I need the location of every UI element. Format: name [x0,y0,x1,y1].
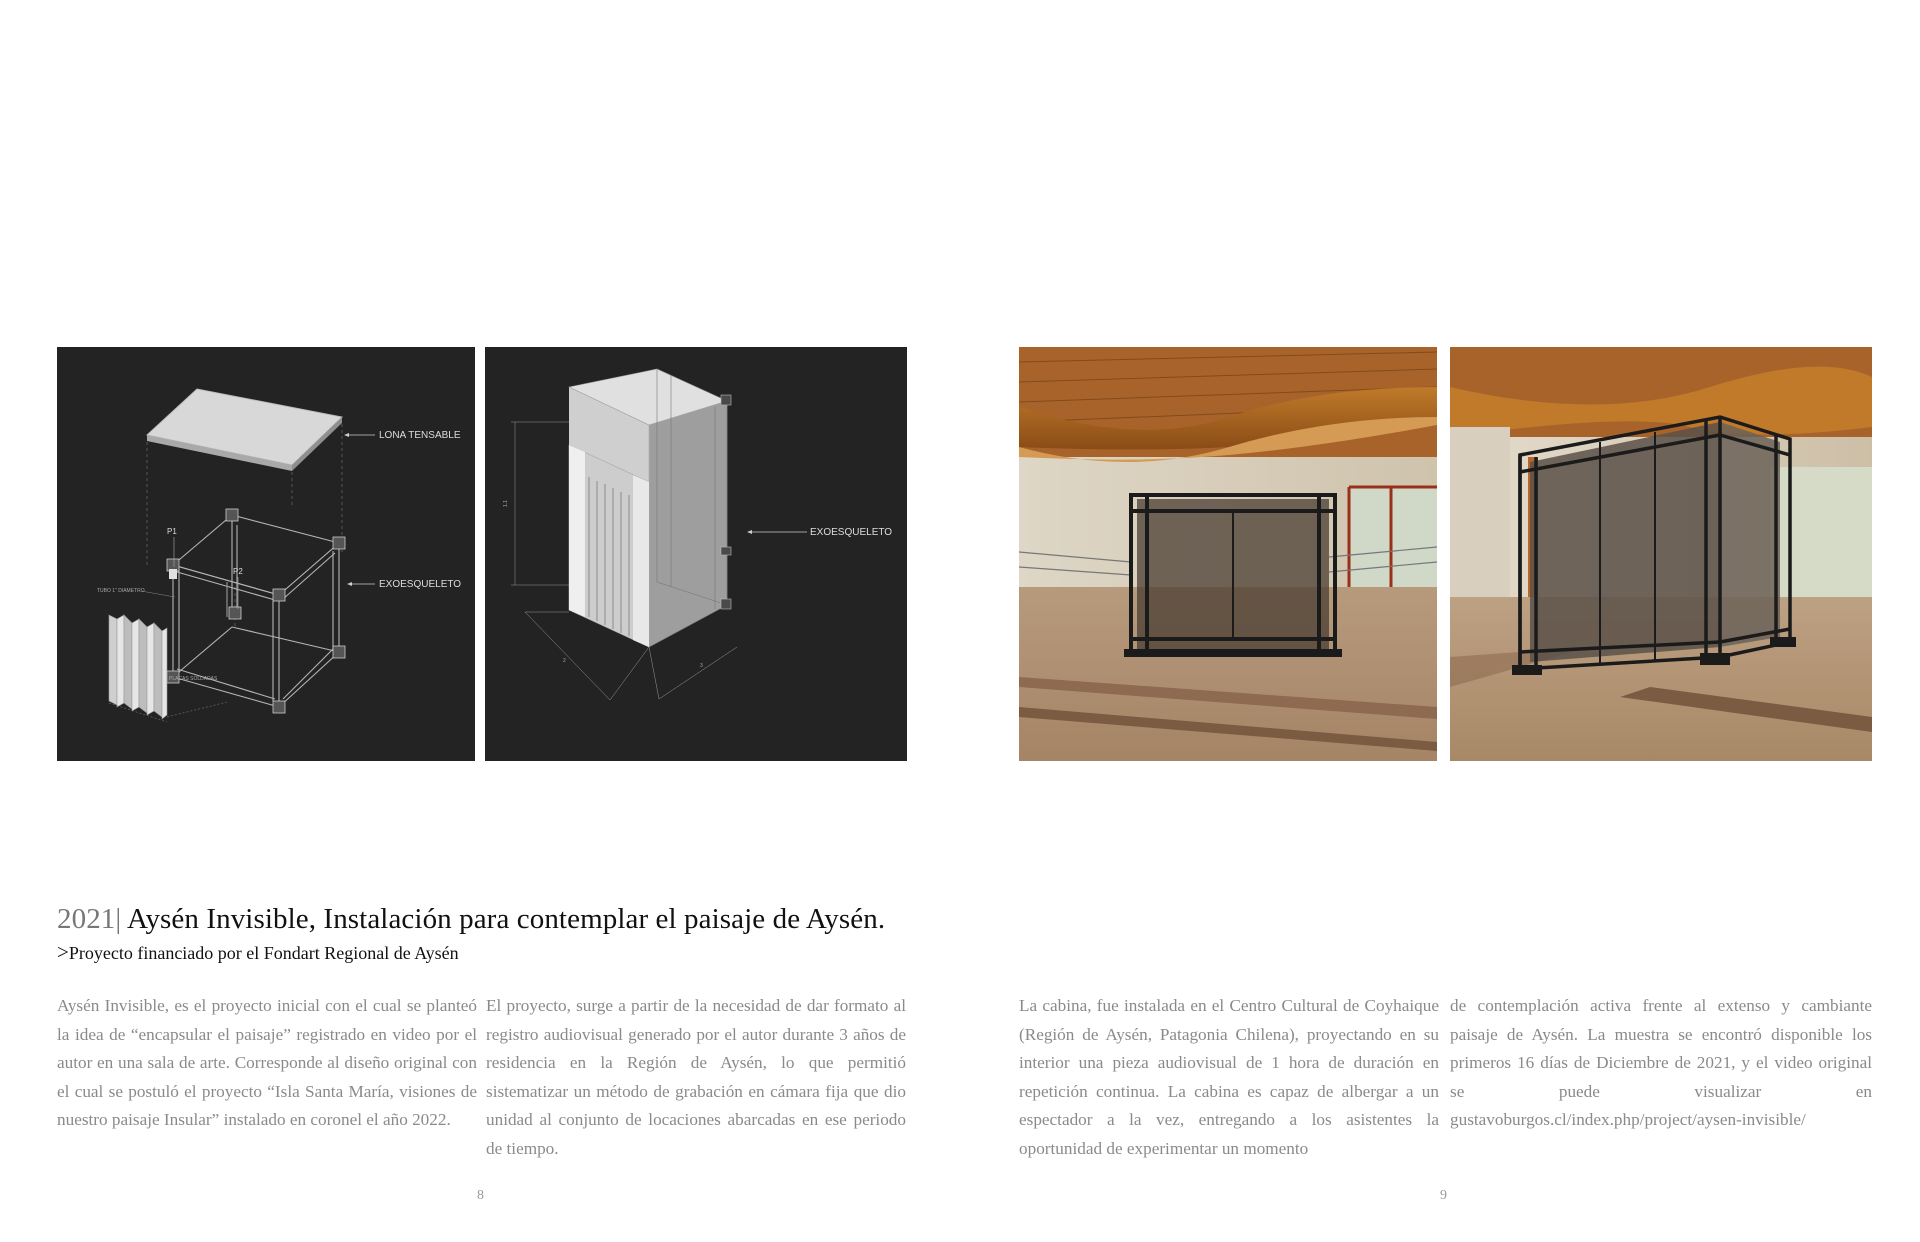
page-number-right: 9 [1440,1188,1447,1203]
body-column-2: El proyecto, surge a partir de la necesidad de dar formato al registro audiovisual generado por el autor durante 3 años de residencia en la Región de Aysén, lo que permitió sistematizar un método de grabación en cámara fija que dio unidad al conjunto de locaciones abarcadas en ese periodo de tiempo. [486,996,906,1158]
subtitle-text: Proyecto financiado por el Fondart Regional de Aysén [68,943,459,963]
page-title [57,903,885,936]
label-lona-tensable: LONA TENSABLE [379,430,461,441]
label-exoesqueleto-right: EXOESQUELETO [810,527,893,538]
body-column-3: La cabina, fue instalada en el Centro Cultural de Coyhaique (Región de Aysén, Patagonia Chilena), proyectando en su interior una pieza audiovisual de 1 hora de duración en repetición continua. La cabina es capaz de albergar a un espectador a la vez, entregando a los asistentes la oportunidad de experimentar un momento [1019,996,1439,1158]
installation-photo-angle [1450,347,1872,761]
label-tubo-diametro: TUBO 1" DIAMETRO [97,588,145,594]
svg-text:1.1: 1.1 [503,500,509,507]
installation-photo-wide [1019,347,1437,761]
label-placas-soldadas: PLACAS SOLDADAS [169,676,218,682]
svg-text:3: 3 [700,663,703,669]
label-p2: P2 [233,567,243,576]
page-number-left: 8 [477,1188,484,1203]
axonometric-cabin-diagram [485,347,907,761]
label-exoesqueleto-left: EXOESQUELETO [379,579,462,590]
subtitle [57,940,459,965]
label-p1: P1 [167,527,177,536]
body-column-1: Aysén Invisible, es el proyecto inicial con el cual se planteó la idea de “encapsular el paisaje” registrado en video por el autor en una sala de arte. Corresponde al diseño original con el cual se postuló el proyecto “Isla Santa María, visiones de nuestro paisaje Insular” instalado en coronel el año 2022. [57,996,477,1130]
svg-text:2: 2 [563,658,566,664]
title-year: 2021| [57,903,122,935]
exploded-axonometric-diagram [57,347,475,761]
body-column-4: de contemplación activa frente al extenso y cambiante paisaje de Aysén. La muestra se encontró disponible los primeros 16 días de Diciembre de 2021, y el video original se puede visualizar en gustavoburgos.cl/index.php/project/aysen-invisible/ [1450,996,1872,1130]
title-text: Aysén Invisible, Instalación para contemplar el paisaje de Aysén. [121,903,886,935]
subtitle-arrow: > [57,940,69,964]
